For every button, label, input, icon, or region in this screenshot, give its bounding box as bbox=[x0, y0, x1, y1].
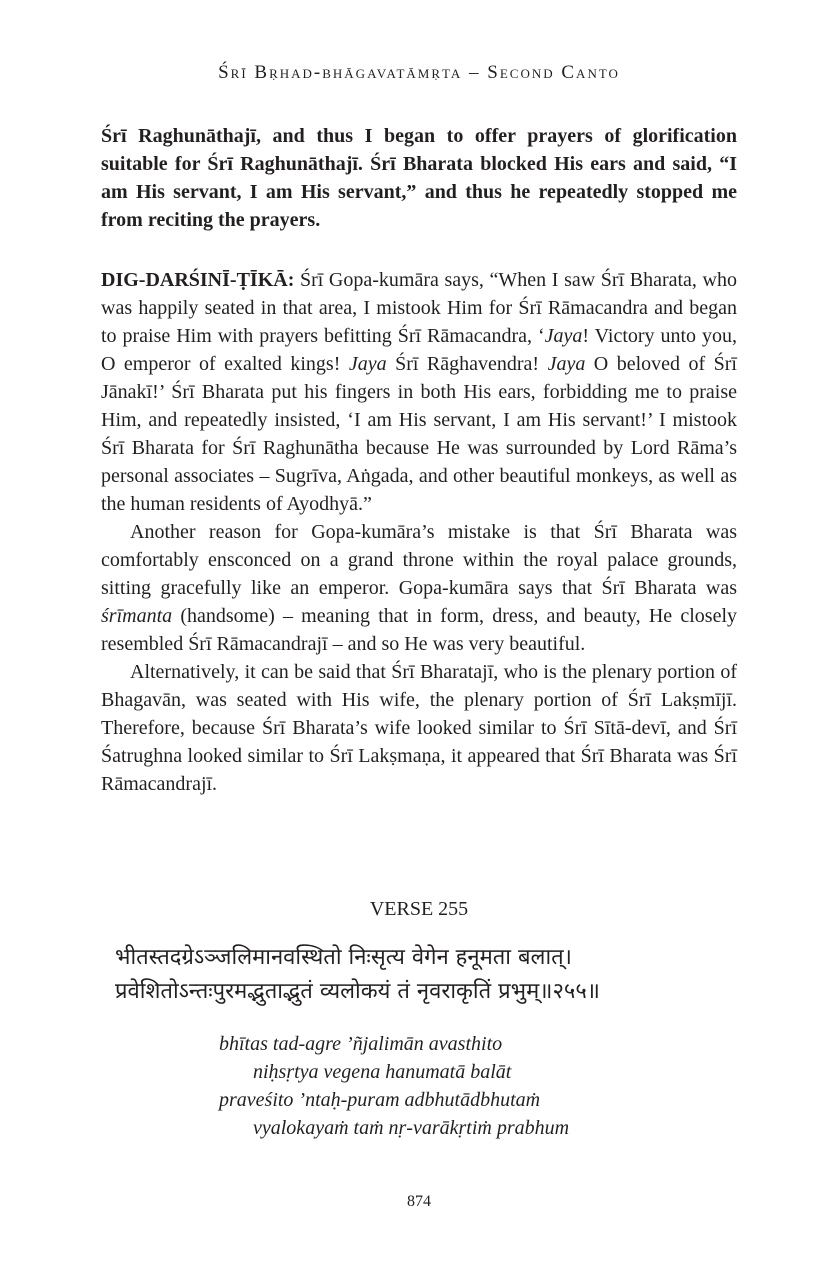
commentary-paragraph-2 bbox=[101, 518, 737, 658]
text-run: ! Victory unto you, O emperor of exalted kings! bbox=[101, 325, 737, 375]
devanagari-line: भीतस्तदग्रेऽञ्जलिमानवस्थितो निःसृत्य वेगेन हनूमता बलात्। bbox=[115, 945, 573, 970]
sutra-translation: Śrī Raghunāthajī, and thus I began to offer prayers of glorification suitable for Śrī Raghunāthajī. Śrī Bharata blocked His ears and said, “I am His servant, I am His servant,” and thus he repeatedly stopped me from reciting the prayers. bbox=[101, 125, 737, 231]
transliteration-line: niḥsṛtya vegena hanumatā balāt bbox=[253, 1061, 512, 1083]
devanagari-verse bbox=[115, 941, 745, 1009]
commentary bbox=[101, 266, 737, 798]
text-run: Another reason for Gopa-kumāra’s mistake is that Śrī Bharata was comfortably ensconced on a grand throne within the royal palace grounds, sitting gracefully like an emperor. Gopa-kumāra says that Śrī Bharata was bbox=[101, 521, 737, 599]
text-run: O beloved of Śrī Jānakī!’ Śrī Bharata put his fingers in both His ears, forbidding me to praise Him, and repeatedly insisted, ‘I am His servant, I am His servant!’ I mistook Śrī Bharata for Śrī Raghunātha because He was surrounded by Lord Rāma’s personal associates – Sugrīva, Aṅgada, and other beautiful monkeys, as well as the human residents of Ayodhyā.” bbox=[101, 353, 737, 515]
verse-heading: VERSE 255 bbox=[369, 898, 469, 920]
text-run: Śrī Gopa-kumāra says, “When I saw Śrī Bharata, who was happily seated in that area, I mistook Him for Śrī Rāmacandra and began to praise Him with prayers befitting Śrī Rāmacandra, ‘ bbox=[101, 269, 737, 347]
transliteration-line: praveśito ’ntaḥ-puram adbhutādbhutaṁ bbox=[219, 1089, 541, 1111]
transliteration-line: vyalokayaṁ taṁ nṛ-varākṛtiṁ prabhum bbox=[253, 1117, 570, 1139]
italic-term: śrīmanta bbox=[101, 605, 173, 627]
commentary-label: DIG-DARŚINĪ-ṬĪKĀ: bbox=[101, 269, 295, 291]
transliteration bbox=[219, 1030, 569, 1142]
transliteration-line: bhītas tad-agre ’ñjalimān avasthito bbox=[219, 1033, 503, 1055]
text-run: (handsome) – meaning that in form, dress, and beauty, He closely resembled Śrī Rāmacandrajī – and so He was very beautiful. bbox=[101, 605, 737, 655]
italic-term: Jaya bbox=[348, 353, 387, 375]
commentary-paragraph-1 bbox=[101, 266, 737, 518]
italic-term: Jaya bbox=[547, 353, 586, 375]
text-run: Śrī Rāghavendra! bbox=[386, 353, 548, 375]
devanagari-line: प्रवेशितोऽन्तःपुरमद्भुताद्भुतं व्यलोकयं तं नृवराकृतिं प्रभुम्॥२५५॥ bbox=[115, 979, 600, 1004]
italic-term: Jaya bbox=[544, 325, 583, 347]
page-number: 874 bbox=[407, 1193, 431, 1210]
commentary-paragraph-3: Alternatively, it can be said that Śrī Bharatajī, who is the plenary portion of Bhagavān, was seated with His wife, the plenary portion of Śrī Lakṣmījī. Therefore, because Śrī Bharata’s wife looked similar to Śrī Sītā-devī, and Śrī Śatrughna looked similar to Śrī Lakṣmaṇa, it appeared that Śrī Bharata was Śrī Rāmacandrajī. bbox=[101, 661, 737, 795]
running-head: Śrī Bṛhad-bhāgavatāmṛta – Second Canto bbox=[218, 62, 620, 83]
